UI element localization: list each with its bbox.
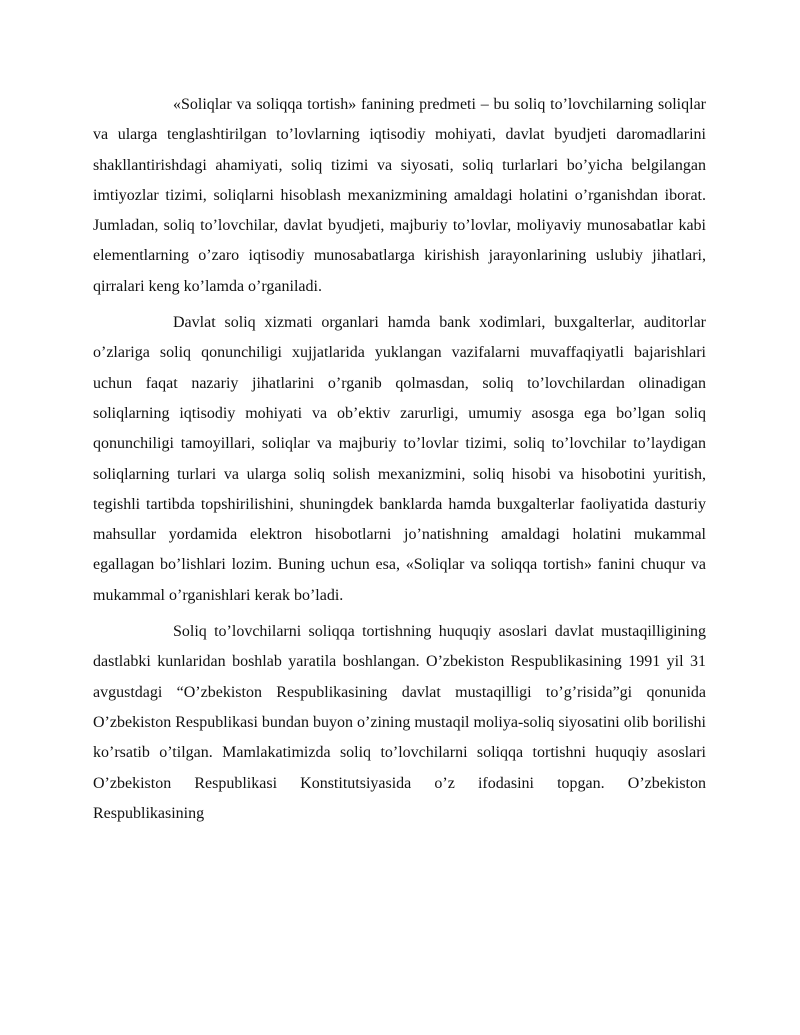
document-page [93,90,706,835]
paragraph-subject: «Soliqlar va soliqqa tortish» fanining predmeti – bu soliq to’lovchilarning soliqlar va ularga tenglashtirilgan to’lovlarning iqtisodiy mohiyati, davlat byudjeti daromadlarini shakllantirishdagi ahamiyati, soliq tizimi va siyosati, soliq turlarlari bo’yicha belgilangan imtiyozlar tizimi, soliqlarni hisoblash mexanizmining amaldagi holatini o’rganishdan iborat. Jumladan, soliq to’lovchilar, davlat byudjeti, majburiy to’lovlar, moliyaviy munosabatlar kabi elementlarning o’zaro iqtisodiy munosabatlarga kirishish jarayonlarining uslubiy jihatlari, qirralari keng ko’lamda o’rganiladi. [93,96,706,295]
paragraph-tax-service: Davlat soliq xizmati organlari hamda bank xodimlari, buxgalterlar, auditorlar o’zlariga soliq qonunchiligi xujjatlarida yuklangan vazifalarni muvaffaqiyatli bajarishlari uchun faqat nazariy jihatlarini o’rganib qolmasdan, soliq to’lovchilardan olinadigan soliqlarning iqtisodiy mohiyati va ob’ektiv zarurligi, umumiy asosga ega bo’lgan soliq qonunchiligi tamoyillari, soliqlar va majburiy to’lovlar tizimi, soliq to’lovchilar to’laydigan soliqlarning turlari va ularga soliq solish mexanizmini, soliq hisobi va hisobotini yuritish, tegishli tartibda topshirilishini, shuningdek banklarda hamda buxgalterlar faoliyatida dasturiy mahsullar yordamida elektron hisobotlarni jo’natishning amaldagi holatini mukammal egallagan bo’lishlari lozim. Buning uchun esa, «Soliqlar va soliqqa tortish» fanini chuqur va mukammal o’rganishlari kerak bo’ladi. [93,314,706,604]
paragraph-legal-basis: Soliq to’lovchilarni soliqqa tortishning huquqiy asoslari davlat mustaqilligining dastlabki kunlaridan boshlab yaratila boshlangan. O’zbekiston Respublikasining 1991 yil 31 avgustdagi “O’zbekiston Respublikasining davlat mustaqilligi to’g’risida”gi qonunida O’zbekiston Respublikasi bundan buyon o’zining mustaqil moliya-soliq siyosatini olib borilishi ko’rsatib o’tilgan. Mamlakatimizda soliq to’lovchilarni soliqqa tortishni huquqiy asoslari O’zbekiston Respublikasi Konstitutsiyasida o’z ifodasini topgan. O’zbekiston Respublikasining [93,623,706,822]
